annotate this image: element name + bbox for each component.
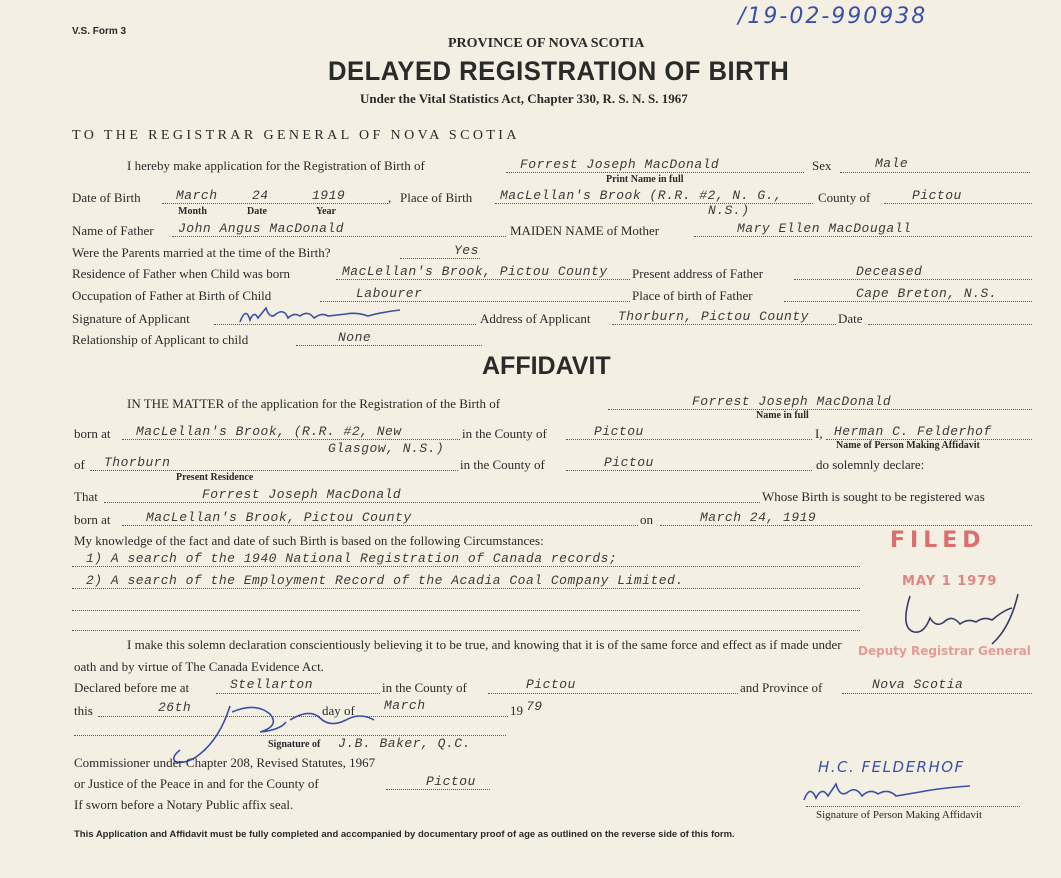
- deputy-registrar-stamp: Deputy Registrar General: [858, 644, 1031, 658]
- on-date-value: March 24, 1919: [700, 510, 817, 525]
- in-county-label-2: in the County of: [460, 457, 545, 472]
- child-name-value: Forrest Joseph MacDonald: [520, 157, 720, 172]
- day-value: 26th: [158, 700, 192, 715]
- that-name-value: Forrest Joseph MacDonald: [202, 487, 402, 502]
- declared-county-value: Pictou: [526, 677, 576, 692]
- dob-day: 24: [252, 188, 269, 203]
- year-value: 79: [526, 699, 543, 714]
- signature-label: Signature of Applicant: [72, 311, 190, 326]
- form-number: V.S. Form 3: [72, 26, 127, 37]
- applicant-address-label: Address of Applicant: [480, 311, 591, 326]
- dob-year: 1919: [312, 188, 346, 203]
- mother-label: MAIDEN NAME of Mother: [510, 223, 660, 238]
- sex-label: Sex: [812, 158, 832, 173]
- father-pob-label: Place of birth of Father: [632, 288, 753, 303]
- solemn-line-1: I make this solemn declaration conscientiously believing it to be true, and knowing that it is of the same force and effect as if made under: [127, 637, 842, 652]
- father-value: John Angus MacDonald: [178, 221, 345, 236]
- day-of-label: day of: [322, 703, 355, 718]
- signature-of-caption: Signature of: [268, 739, 321, 750]
- born-at-label: born at: [74, 426, 111, 441]
- solemn-line-2: oath and by virtue of The Canada Evidence Act.: [74, 659, 324, 674]
- form-subtitle: Under the Vital Statistics Act, Chapter 330, R. S. N. S. 1967: [360, 91, 688, 106]
- present-address-label: Present address of Father: [632, 266, 764, 281]
- married-value: Yes: [454, 243, 479, 258]
- circumstance-2: 2) A search of the Employment Record of the Acadia Coal Company Limited.: [86, 573, 684, 588]
- declared-label: Declared before me at: [74, 680, 190, 695]
- province-label: and Province of: [740, 680, 823, 695]
- pob-label-comma: ,: [388, 190, 392, 205]
- commissioner-name: J.B. Baker, Q.C.: [338, 736, 471, 751]
- i-label: I,: [815, 426, 823, 441]
- present-residence-note: Present Residence: [176, 472, 254, 483]
- affidavit-county2-value: Pictou: [604, 455, 654, 470]
- year-prefix: 19: [510, 703, 523, 718]
- application-intro: I hereby make application for the Registration of Birth of: [127, 158, 425, 173]
- relationship-value: None: [338, 330, 372, 345]
- residence-value: MacLellan's Brook, Pictou County: [342, 264, 608, 279]
- in-county-label: in the County of: [462, 426, 547, 441]
- registrar-signature: [880, 588, 1040, 654]
- whose-birth-text: Whose Birth is sought to be registered was: [762, 489, 985, 504]
- addressee-line: TO THE REGISTRAR GENERAL OF NOVA SCOTIA: [72, 128, 520, 143]
- deponent-value: Herman C. Felderhof: [834, 424, 992, 439]
- declared-at-value: Stellarton: [230, 677, 314, 692]
- deponent-signature-caption: Signature of Person Making Affidavit: [816, 809, 982, 821]
- province-heading: PROVINCE OF NOVA SCOTIA: [448, 36, 645, 51]
- residence-label: Residence of Father when Child was born: [72, 266, 291, 281]
- commissioner-text: Commissioner under Chapter 208, Revised Statutes, 1967: [74, 755, 376, 770]
- knowledge-text: My knowledge of the fact and date of such Birth is based on the following Circumstances:: [74, 533, 544, 548]
- mother-value: Mary Ellen MacDougall: [737, 221, 912, 236]
- that-label: That: [74, 489, 98, 504]
- applicant-address-value: Thorburn, Pictou County: [618, 309, 809, 324]
- province-value: Nova Scotia: [872, 677, 964, 692]
- of-label: of: [74, 457, 85, 472]
- file-number: /19-02-990938: [738, 4, 928, 29]
- dob-label: Date of Birth: [72, 190, 141, 205]
- affidavit-county-value: Pictou: [594, 424, 644, 439]
- name-in-full-note: Name in full: [756, 410, 809, 421]
- occupation-value: Labourer: [356, 286, 423, 301]
- justice-county-value: Pictou: [426, 774, 476, 789]
- pob-value-cont: N.S.): [708, 203, 750, 218]
- affidavit-residence-value: Thorburn: [104, 455, 171, 470]
- date-label: Date: [838, 311, 863, 326]
- applicant-signature: [236, 302, 406, 328]
- present-address-value: Deceased: [856, 264, 923, 279]
- married-label: Were the Parents married at the time of the Birth?: [72, 245, 331, 260]
- in-county-label-3: in the County of: [382, 680, 467, 695]
- born-at-value-cont: Glasgow, N.S.): [328, 441, 445, 456]
- deponent-handwritten-name: H.C. FELDERHOF: [818, 758, 965, 776]
- deponent-signature: [800, 778, 980, 808]
- filed-stamp: FILED: [890, 528, 986, 553]
- filed-date-stamp: MAY 1 1979: [902, 574, 998, 589]
- born-at2-value: MacLellan's Brook, Pictou County: [146, 510, 412, 525]
- date-caption: Date: [247, 206, 267, 217]
- county-label: County of: [818, 190, 871, 205]
- deponent-note: Name of Person Making Affidavit: [836, 440, 980, 451]
- born-at-value: MacLellan's Brook, (R.R. #2, New: [136, 424, 402, 439]
- dob-month: March: [176, 188, 218, 203]
- matter-text: IN THE MATTER of the application for the Registration of the Birth of: [127, 396, 501, 411]
- matter-name-value: Forrest Joseph MacDonald: [692, 394, 892, 409]
- affidavit-heading: AFFIDAVIT: [482, 352, 611, 380]
- form-title: DELAYED REGISTRATION OF BIRTH: [328, 56, 790, 86]
- father-label: Name of Father: [72, 223, 154, 238]
- circumstance-1: 1) A search of the 1940 National Registration of Canada records;: [86, 551, 618, 566]
- declare-text: do solemnly declare:: [816, 457, 925, 472]
- born-at-label-2: born at: [74, 512, 111, 527]
- month-caption: Month: [178, 206, 207, 217]
- notary-text: If sworn before a Notary Public affix seal.: [74, 797, 294, 812]
- county-value: Pictou: [912, 188, 962, 203]
- this-label: this: [74, 703, 93, 718]
- justice-text: or Justice of the Peace in and for the County of: [74, 776, 319, 791]
- sex-value: Male: [875, 156, 909, 171]
- pob-label: Place of Birth: [400, 190, 473, 205]
- month-value: March: [384, 698, 426, 713]
- pob-value: MacLellan's Brook (R.R. #2, N. G.,: [500, 188, 783, 203]
- on-label: on: [640, 512, 653, 527]
- print-name-note: Print Name in full: [606, 174, 684, 185]
- year-caption: Year: [316, 206, 336, 217]
- footer-note: This Application and Affidavit must be fully completed and accompanied by documentary proof of age as outlined on the reverse side of this form.: [74, 829, 735, 840]
- occupation-label: Occupation of Father at Birth of Child: [72, 288, 272, 303]
- relationship-label: Relationship of Applicant to child: [72, 332, 249, 347]
- father-pob-value: Cape Breton, N.S.: [856, 286, 998, 301]
